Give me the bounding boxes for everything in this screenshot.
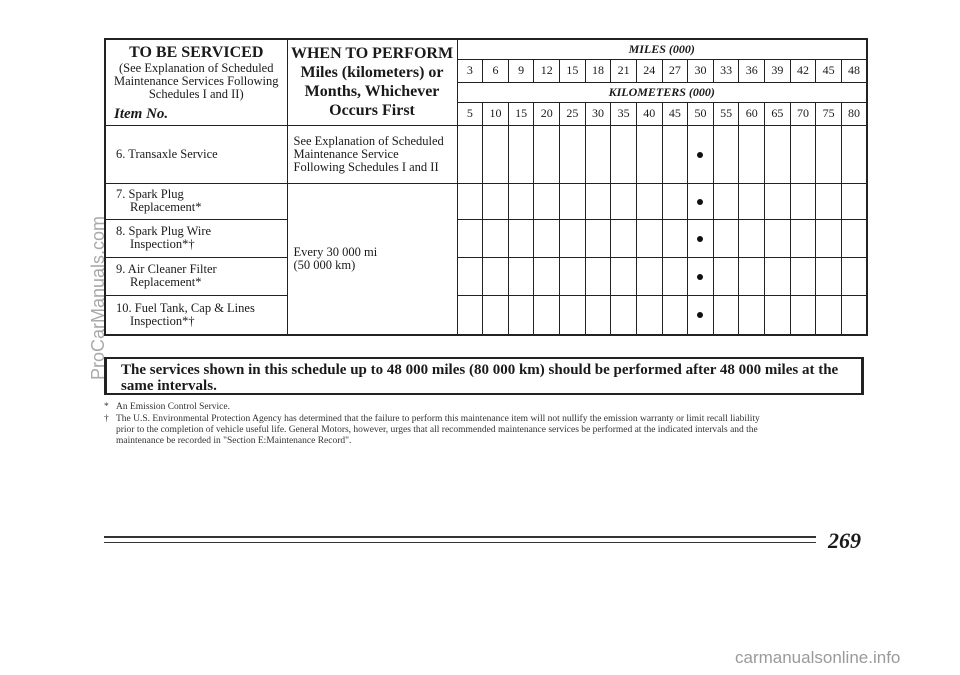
page-rule-bottom bbox=[104, 542, 816, 543]
kilometers-title: KILOMETERS (000) bbox=[457, 82, 867, 102]
interval-cell bbox=[560, 183, 586, 219]
miles-col-33: 33 bbox=[713, 59, 739, 82]
dagger-line-2: prior to the completion of vehicle useful life. General Motors, however, urges that all recommended maintenance services be performed at the indicated intervals and the bbox=[116, 425, 758, 435]
interval-cell bbox=[508, 295, 534, 335]
km-col-10: 10 bbox=[483, 102, 509, 125]
table-row bbox=[105, 257, 867, 295]
interval-cell bbox=[483, 257, 509, 295]
km-col-45: 45 bbox=[662, 102, 688, 125]
service-item-name: 8. Spark Plug Wire bbox=[116, 224, 212, 238]
interval-cell bbox=[816, 295, 842, 335]
interval-cell bbox=[457, 295, 483, 335]
interval-cell bbox=[585, 125, 611, 183]
interval-cell bbox=[816, 125, 842, 183]
km-col-75: 75 bbox=[816, 102, 842, 125]
interval-cell bbox=[560, 219, 586, 257]
service-item-name: 7. Spark Plug bbox=[116, 187, 184, 201]
side-watermark-text: ProCarManuals.com bbox=[88, 215, 108, 380]
service-item bbox=[105, 257, 287, 295]
miles-col-39: 39 bbox=[765, 59, 791, 82]
km-col-30: 30 bbox=[585, 102, 611, 125]
interval-cell bbox=[611, 257, 637, 295]
km-col-50: 50 bbox=[688, 102, 714, 125]
schedule-note bbox=[104, 357, 864, 395]
service-due-dot-icon bbox=[697, 152, 703, 158]
interval-cell bbox=[765, 257, 791, 295]
interval-cell bbox=[483, 183, 509, 219]
interval-cell bbox=[739, 219, 765, 257]
service-due-dot-icon bbox=[697, 236, 703, 242]
interval-cell bbox=[534, 257, 560, 295]
miles-col-21: 21 bbox=[611, 59, 637, 82]
interval-cell bbox=[790, 295, 816, 335]
to-be-serviced-header bbox=[105, 39, 287, 125]
miles-col-30: 30 bbox=[688, 59, 714, 82]
interval-cell bbox=[611, 219, 637, 257]
page-number: 269 bbox=[828, 528, 861, 553]
interval-cell bbox=[765, 125, 791, 183]
interval-cell bbox=[662, 257, 688, 295]
interval-cell bbox=[560, 125, 586, 183]
km-col-40: 40 bbox=[636, 102, 662, 125]
km-col-65: 65 bbox=[765, 102, 791, 125]
interval-cell bbox=[841, 257, 867, 295]
service-item-name: 9. Air Cleaner Filter bbox=[116, 262, 217, 276]
interval-cell bbox=[636, 219, 662, 257]
interval-cell bbox=[560, 257, 586, 295]
interval-cell bbox=[841, 219, 867, 257]
interval-cell bbox=[662, 295, 688, 335]
interval-cell bbox=[508, 183, 534, 219]
when-transaxle bbox=[287, 125, 457, 183]
interval-cell bbox=[611, 183, 637, 219]
interval-cell bbox=[739, 295, 765, 335]
when-to-perform-line-4: Occurs First bbox=[329, 102, 415, 120]
interval-cell bbox=[457, 125, 483, 183]
interval-cell bbox=[636, 183, 662, 219]
service-due-dot-icon bbox=[697, 312, 703, 318]
interval-cell bbox=[713, 183, 739, 219]
miles-col-6: 6 bbox=[483, 59, 509, 82]
service-due-dot-icon bbox=[697, 274, 703, 280]
note-line-2: same intervals. bbox=[121, 378, 217, 394]
interval-cell bbox=[483, 125, 509, 183]
interval-cell bbox=[534, 183, 560, 219]
miles-col-18: 18 bbox=[585, 59, 611, 82]
interval-cell bbox=[739, 183, 765, 219]
interval-cell bbox=[585, 219, 611, 257]
service-item-name: 10. Fuel Tank, Cap & Lines bbox=[116, 300, 255, 315]
table-row bbox=[105, 125, 867, 183]
miles-col-42: 42 bbox=[790, 59, 816, 82]
interval-cell bbox=[457, 183, 483, 219]
when-to-perform-line-2: Miles (kilometers) or bbox=[300, 64, 444, 82]
miles-title: MILES (000) bbox=[457, 39, 867, 59]
to-be-serviced-title: TO BE SERVICED bbox=[129, 44, 264, 61]
miles-col-48: 48 bbox=[841, 59, 867, 82]
service-item bbox=[105, 295, 287, 335]
miles-col-24: 24 bbox=[636, 59, 662, 82]
interval-cell bbox=[662, 183, 688, 219]
explanation-note: (See Explanation of Scheduled Maintenance Services Following Schedules I and II) bbox=[113, 61, 279, 101]
interval-cell bbox=[457, 257, 483, 295]
interval-cell bbox=[508, 257, 534, 295]
interval-cell bbox=[534, 125, 560, 183]
interval-cell bbox=[790, 219, 816, 257]
interval-cell bbox=[688, 295, 714, 335]
side-watermark bbox=[88, 120, 108, 380]
page-rule-top bbox=[104, 536, 816, 538]
asterisk-text: An Emission Control Service. bbox=[116, 402, 230, 412]
when-transaxle-line-1: See Explanation of Scheduled bbox=[293, 133, 444, 148]
table-row bbox=[105, 183, 867, 219]
when-to-perform-line-3: Months, Whichever bbox=[304, 83, 440, 101]
interval-cell bbox=[585, 295, 611, 335]
miles-col-15: 15 bbox=[560, 59, 586, 82]
miles-col-3: 3 bbox=[457, 59, 483, 82]
interval-cell bbox=[790, 257, 816, 295]
interval-cell bbox=[483, 219, 509, 257]
km-col-25: 25 bbox=[560, 102, 586, 125]
km-col-60: 60 bbox=[739, 102, 765, 125]
interval-cell bbox=[713, 257, 739, 295]
service-item-name: 6. Transaxle Service bbox=[116, 146, 218, 161]
interval-cell bbox=[534, 219, 560, 257]
miles-col-45: 45 bbox=[816, 59, 842, 82]
interval-cell bbox=[790, 125, 816, 183]
service-item bbox=[105, 183, 287, 219]
interval-cell bbox=[816, 257, 842, 295]
km-col-20: 20 bbox=[534, 102, 560, 125]
when-every-line-2: (50 000 km) bbox=[293, 257, 356, 272]
footnote-dagger bbox=[104, 414, 874, 447]
interval-cell bbox=[611, 295, 637, 335]
service-item-detail: Inspection*† bbox=[130, 313, 195, 328]
interval-cell bbox=[739, 125, 765, 183]
note-line-1: The services shown in this schedule up to 48 000 miles (80 000 km) should be performed after 48 000 miles at the bbox=[121, 362, 839, 378]
bottom-watermark: carmanualsonline.info bbox=[735, 648, 901, 667]
footnote-asterisk bbox=[104, 402, 230, 413]
interval-cell bbox=[508, 219, 534, 257]
when-transaxle-line-3: Following Schedules I and II bbox=[293, 159, 439, 174]
dagger-symbol: † bbox=[104, 414, 109, 424]
interval-cell bbox=[765, 219, 791, 257]
service-item-detail: Inspection*† bbox=[130, 237, 195, 251]
interval-cell bbox=[560, 295, 586, 335]
dagger-line-3: maintenance be recorded in "Section E:Maintenance Record". bbox=[116, 436, 352, 446]
asterisk-symbol: * bbox=[104, 402, 109, 412]
km-col-5: 5 bbox=[457, 102, 483, 125]
interval-cell bbox=[816, 183, 842, 219]
interval-cell bbox=[636, 125, 662, 183]
when-transaxle-line-2: Maintenance Service bbox=[293, 146, 399, 161]
service-item bbox=[105, 219, 287, 257]
miles-col-12: 12 bbox=[534, 59, 560, 82]
service-item bbox=[105, 125, 287, 183]
interval-cell bbox=[662, 219, 688, 257]
interval-cell bbox=[534, 295, 560, 335]
item-no-label: Item No. bbox=[114, 106, 169, 122]
when-every-30000 bbox=[287, 183, 457, 335]
km-col-35: 35 bbox=[611, 102, 637, 125]
miles-col-9: 9 bbox=[508, 59, 534, 82]
dagger-line-1: The U.S. Environmental Protection Agency has determined that the failure to perform this maintenance item will not nullify the emission warranty or limit recall liability bbox=[116, 414, 760, 424]
interval-cell bbox=[585, 257, 611, 295]
interval-cell bbox=[713, 125, 739, 183]
interval-cell bbox=[713, 219, 739, 257]
interval-cell bbox=[611, 125, 637, 183]
when-to-perform-title: WHEN TO PERFORM bbox=[290, 45, 454, 63]
interval-cell bbox=[483, 295, 509, 335]
km-col-55: 55 bbox=[713, 102, 739, 125]
interval-cell bbox=[816, 219, 842, 257]
interval-cell bbox=[713, 295, 739, 335]
table-row bbox=[105, 219, 867, 257]
interval-cell bbox=[790, 183, 816, 219]
interval-cell bbox=[688, 125, 714, 183]
when-to-perform-header bbox=[287, 39, 457, 125]
interval-cell bbox=[688, 219, 714, 257]
interval-cell bbox=[739, 257, 765, 295]
interval-cell bbox=[508, 125, 534, 183]
miles-col-27: 27 bbox=[662, 59, 688, 82]
table-row bbox=[105, 295, 867, 335]
interval-cell bbox=[457, 219, 483, 257]
interval-cell bbox=[841, 125, 867, 183]
interval-cell bbox=[636, 257, 662, 295]
interval-cell bbox=[841, 183, 867, 219]
interval-cell bbox=[765, 183, 791, 219]
interval-cell bbox=[662, 125, 688, 183]
interval-cell bbox=[688, 183, 714, 219]
km-col-15: 15 bbox=[508, 102, 534, 125]
interval-cell bbox=[636, 295, 662, 335]
when-every-line-1: Every 30 000 mi bbox=[293, 244, 378, 259]
interval-cell bbox=[585, 183, 611, 219]
maintenance-schedule-table bbox=[104, 38, 868, 336]
service-due-dot-icon bbox=[697, 199, 703, 205]
interval-cell bbox=[688, 257, 714, 295]
km-col-80: 80 bbox=[841, 102, 867, 125]
miles-col-36: 36 bbox=[739, 59, 765, 82]
interval-cell bbox=[841, 295, 867, 335]
km-col-70: 70 bbox=[790, 102, 816, 125]
service-item-detail: Replacement* bbox=[130, 200, 202, 214]
interval-cell bbox=[765, 295, 791, 335]
service-item-detail: Replacement* bbox=[130, 275, 202, 289]
